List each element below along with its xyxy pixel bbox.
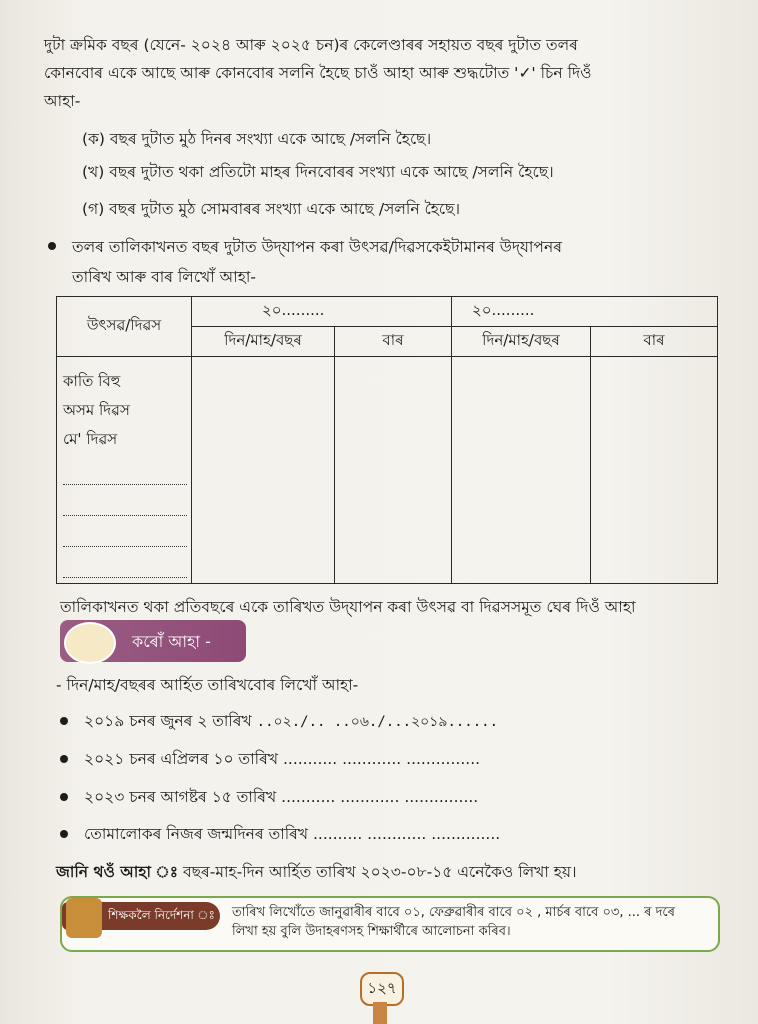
know-label: জানি থওঁ আহা ঃ	[56, 863, 179, 881]
festival-may-day: মে' দিৱস	[63, 430, 118, 448]
header-day-1: বাৰ	[335, 327, 452, 357]
page-number: ১২৭	[360, 972, 404, 1006]
date-item-answer[interactable]: ........... ............ ...............	[281, 788, 479, 806]
teacher-icon	[66, 898, 102, 938]
cell-date-2[interactable]	[452, 357, 591, 584]
header-year-2: ২০.........	[452, 297, 718, 327]
cell-day-1[interactable]	[335, 357, 452, 584]
table-note: তালিকাখনত থকা প্ৰতিবছৰে একে তাৰিখত উদ্‌যাপন কৰা উৎসৱ বা দিৱসসমূত ঘেৰ দিওঁ আহা	[60, 598, 636, 616]
header-date-1: দিন/মাহ/বছৰ	[192, 327, 335, 357]
activity-banner	[60, 620, 246, 662]
date-item-label: ২০১৯ চনৰ জুনৰ ২ তাৰিখ	[84, 712, 252, 730]
teacher-line-1: তাৰিখ লিখোঁতে জানুৱাৰীৰ বাবে ০১, ফেব্ৰুৱাৰীৰ বাবে ০২ , মাৰ্চৰ বাবে ০৩, ... ৰ দৰে	[232, 905, 675, 920]
festival-kati-bihu: কাতি বিহু	[63, 372, 121, 390]
festival-assam-day: অসম দিৱস	[63, 401, 130, 419]
blank-line[interactable]	[63, 547, 187, 578]
teacher-line-2: লিখা হয় বুলি উদাহৰণসহ শিক্ষাৰ্থীৰে আলোচনা কৰিব।	[232, 924, 511, 939]
date-item-answer[interactable]: ..০২./.. ..০৬./...২০১৯......	[256, 714, 499, 730]
date-item-1	[84, 710, 498, 733]
date-item-label: ২০২৩ চনৰ আগষ্টৰ ১৫ তাৰিখ	[84, 788, 277, 806]
header-festival: উৎসৱ/দিৱস	[57, 297, 192, 357]
date-item-answer[interactable]: .......... ............ ..............	[312, 825, 501, 843]
page-tab	[373, 1002, 387, 1024]
option-ga: (গ) বছৰ দুটাত মুঠ সোমবাৰৰ সংখ্যা একে আছে /সলনি হৈছে।	[82, 200, 461, 218]
blank-line[interactable]	[63, 516, 187, 547]
date-item-3	[84, 786, 478, 808]
bullet-icon	[60, 793, 68, 801]
festival-table	[56, 296, 718, 584]
date-item-2	[84, 748, 480, 770]
blank-line[interactable]	[63, 485, 187, 516]
intro-line-3: আহা-	[44, 92, 81, 110]
bullet-icon	[48, 242, 56, 250]
cell-date-1[interactable]	[192, 357, 335, 584]
intro-line-2: কোনবোৰ একে আছে আৰু কোনবোৰ সলনি হৈছে চাওঁ আহা আৰু শুদ্ধটোত '✓' চিন দিওঁ	[44, 64, 592, 82]
blank-line[interactable]	[63, 454, 187, 485]
date-item-label: তোমালোকৰ নিজৰ জন্মদিনৰ তাৰিখ	[84, 825, 309, 843]
activity-instruction: - দিন/মাহ/বছৰৰ আৰ্হিত তাৰিখবোৰ লিখোঁ আহা-	[56, 676, 359, 694]
intro-line-1: দুটা ক্ৰমিক বছৰ (যেনে- ২০২৪ আৰু ২০২৫ চন)ৰ কেলেণ্ডাৰৰ সহায়ত বছৰ দুটাত তলৰ	[44, 36, 578, 54]
festival-list	[57, 357, 192, 584]
date-item-answer[interactable]: ........... ............ ...............	[282, 750, 481, 768]
header-date-2: দিন/মাহ/বছৰ	[452, 327, 591, 357]
teacher-tag	[62, 902, 220, 930]
option-kha: (খ) বছৰ দুটাত থকা প্ৰতিটো মাহৰ দিনবোৰৰ সংখ্যা একে আছে /সলনি হৈছে।	[82, 163, 554, 181]
table-instruction-line-2: তাৰিখ আৰু বাৰ লিখোঁ আহা-	[72, 268, 256, 286]
teacher-label: শিক্ষকলৈ নিৰ্দেশনা ঃ	[108, 908, 215, 922]
activity-title: কৰোঁ আহা -	[132, 632, 211, 651]
date-item-label: ২০২১ চনৰ এপ্ৰিলৰ ১০ তাৰিখ	[84, 750, 279, 768]
bullet-icon	[60, 717, 68, 725]
bullet-icon	[60, 755, 68, 763]
know-text: বছৰ-মাহ-দিন আৰ্হিত তাৰিখ ২০২৩-০৮-১৫ এনেকৈও লিখা হয়।	[183, 863, 577, 881]
know-that	[56, 861, 577, 883]
table-instruction-line-1: তলৰ তালিকাখনত বছৰ দুটাত উদ্‌যাপন কৰা উৎসৱ/দিৱসকেইটামানৰ উদ্‌যাপনৰ	[72, 238, 562, 256]
bullet-icon	[60, 830, 68, 838]
option-ka: (ক) বছৰ দুটাত মুঠ দিনৰ সংখ্যা একে আছে /সলনি হৈছে।	[82, 130, 432, 148]
header-day-2: বাৰ	[591, 327, 718, 357]
children-icon	[64, 622, 116, 664]
cell-day-2[interactable]	[591, 357, 718, 584]
header-year-1: ২০.........	[192, 297, 452, 327]
teacher-note-box	[60, 896, 720, 952]
date-item-4	[84, 823, 500, 845]
